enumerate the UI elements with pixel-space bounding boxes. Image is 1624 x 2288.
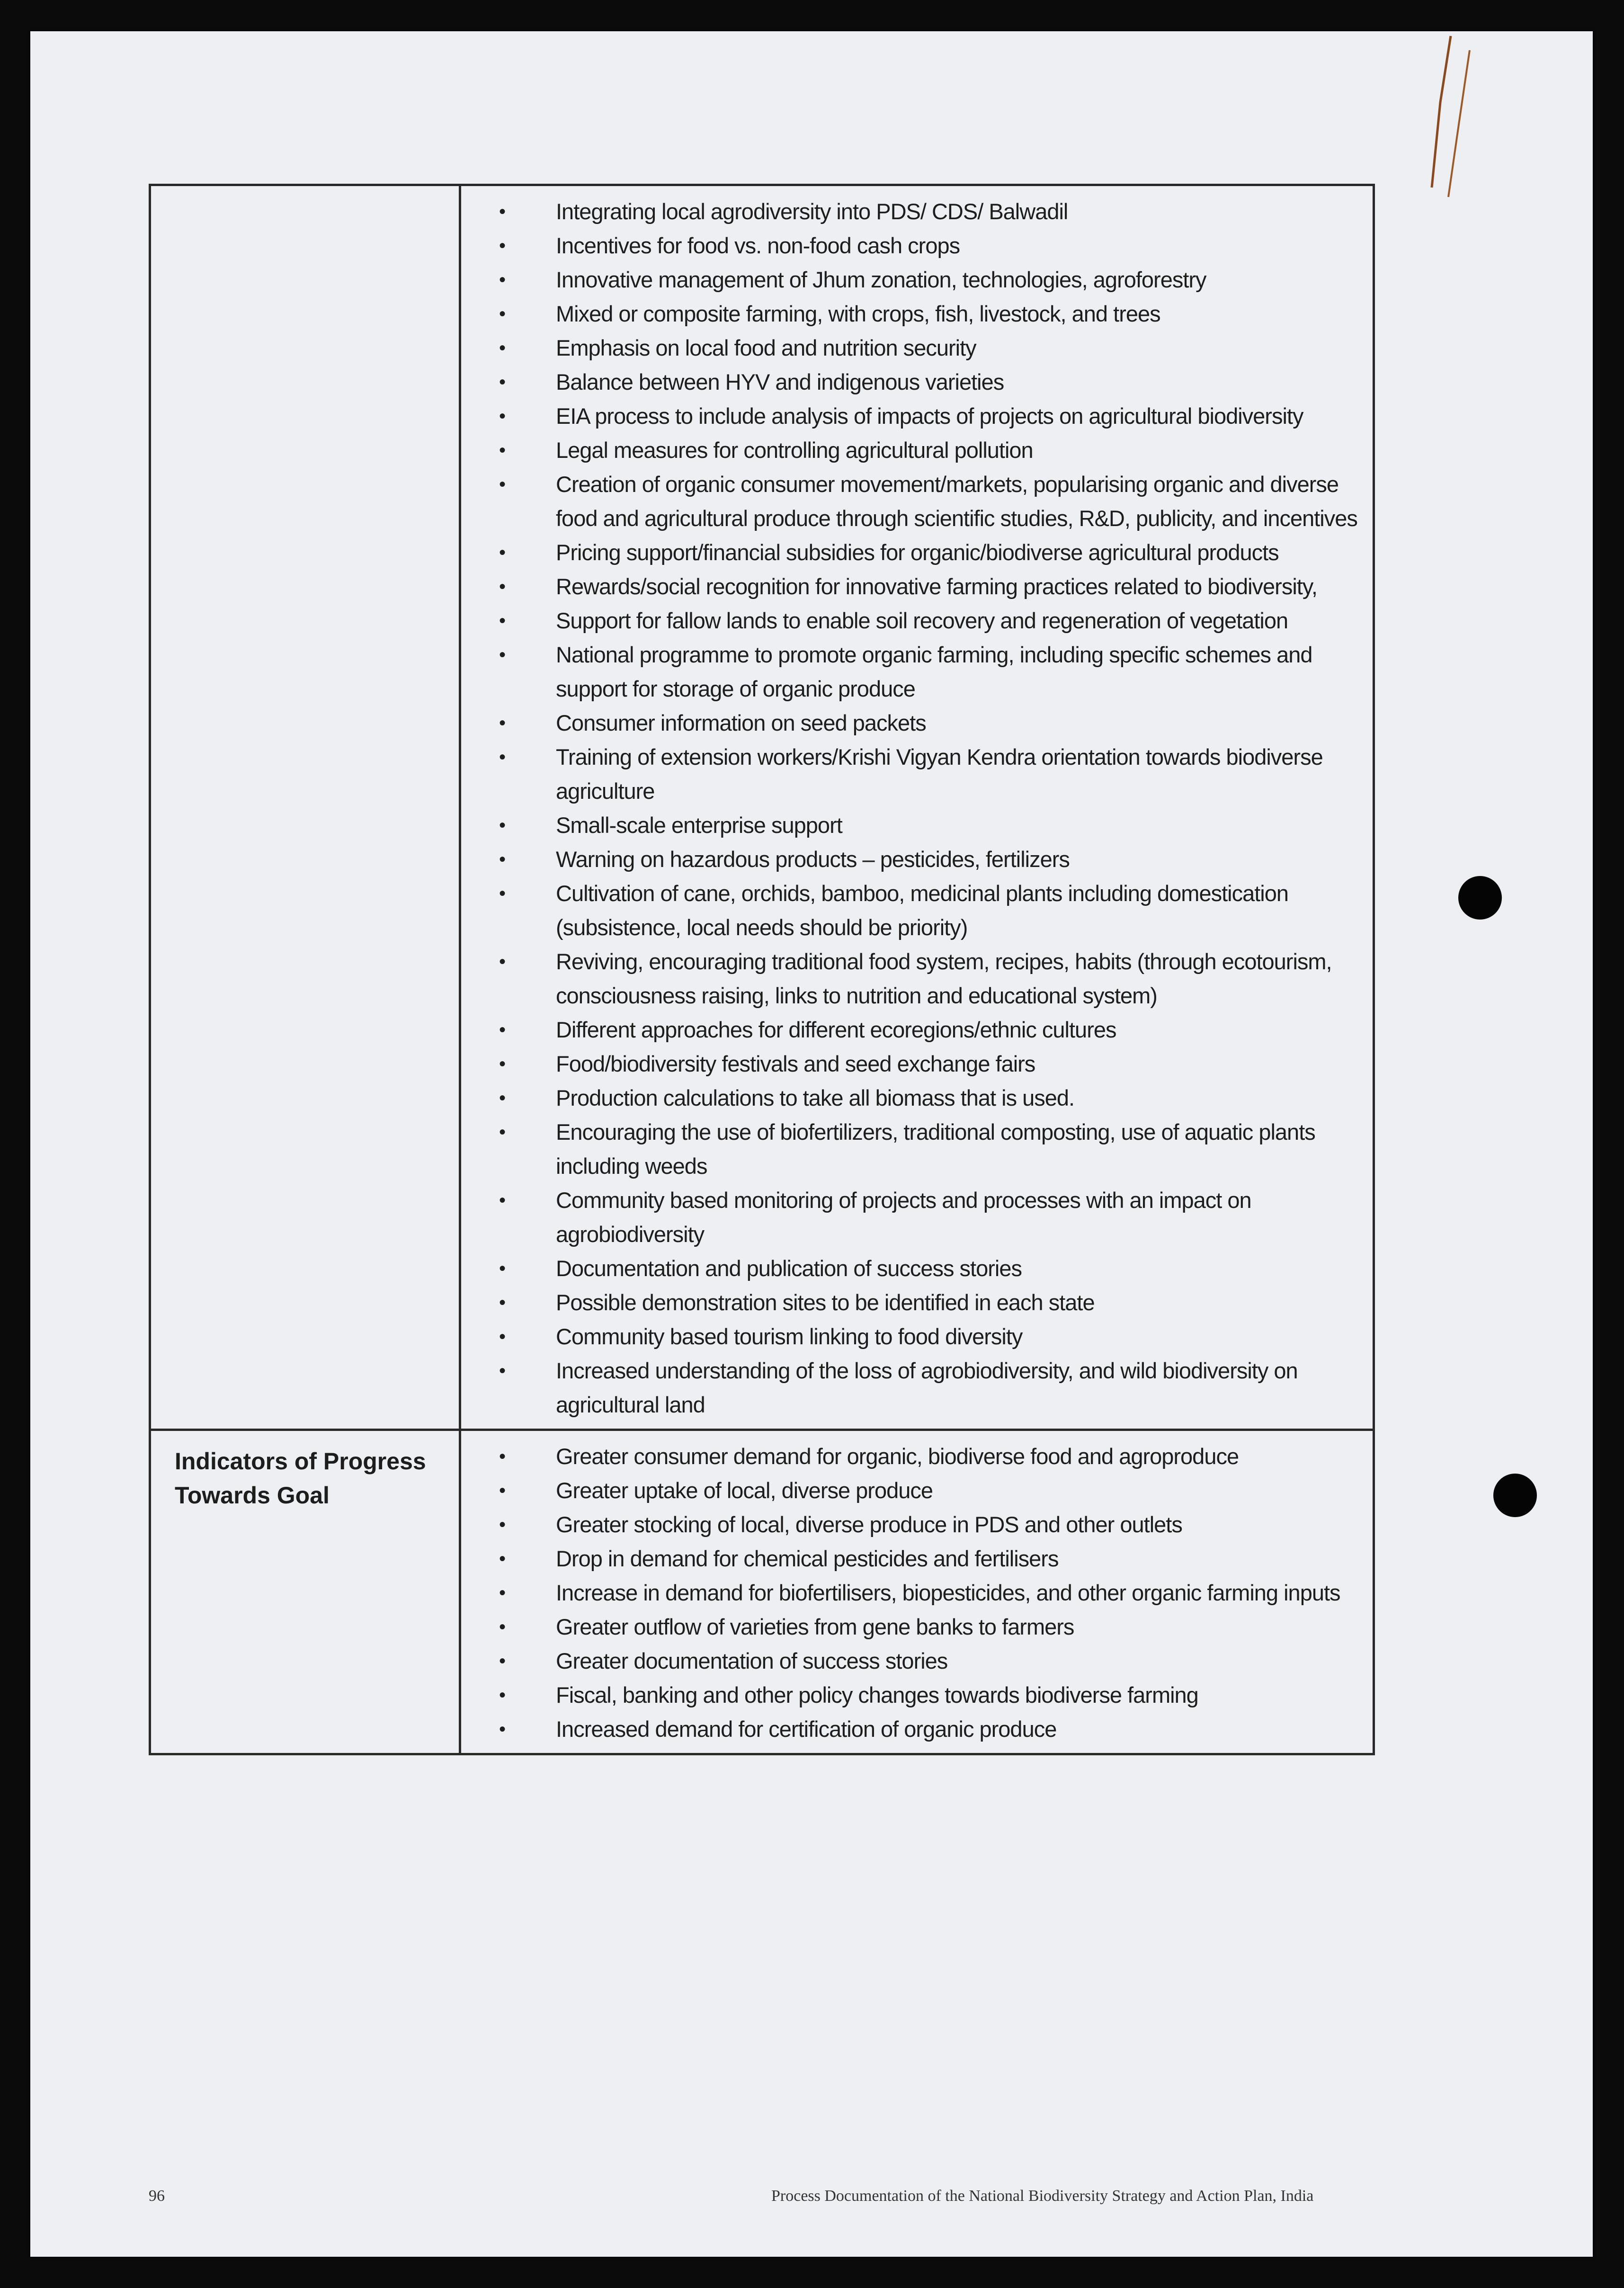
- list-item-text: Integrating local agrodiversity into PDS/ CDS/ Balwadil: [556, 199, 1068, 224]
- bullet-icon: •: [499, 1685, 506, 1706]
- list-item: [461, 297, 1368, 331]
- list-item: [461, 1320, 1368, 1354]
- list-item-text: Consumer information on seed packets: [556, 710, 926, 735]
- list-item: [461, 638, 1368, 706]
- bullet-icon: •: [499, 1480, 506, 1501]
- bullet-icon: •: [499, 474, 506, 495]
- list-item: [461, 570, 1368, 604]
- staple-rust-mark: [1403, 31, 1479, 202]
- table-row: [150, 185, 1374, 1430]
- bullet-icon: •: [499, 1190, 506, 1211]
- bullet-icon: •: [499, 1122, 506, 1143]
- list-item: [461, 1439, 1368, 1474]
- list-item-text: Emphasis on local food and nutrition security: [556, 335, 976, 360]
- list-item-text: Rewards/social recognition for innovative farming practices related to biodiversity,: [556, 574, 1317, 599]
- bullet-icon: •: [499, 1360, 506, 1381]
- strategy-table: [149, 184, 1375, 1755]
- list-item: [461, 1610, 1368, 1644]
- list-item-text: Pricing support/financial subsidies for organic/biodiverse agricultural products: [556, 540, 1279, 565]
- list-item-text: Legal measures for controlling agricultural pollution: [556, 438, 1033, 463]
- list-item-text: Different approaches for different ecoregions/ethnic cultures: [556, 1017, 1116, 1042]
- list-item: [461, 706, 1368, 740]
- list-item: [461, 1081, 1368, 1115]
- bullet-icon: •: [499, 610, 506, 631]
- list-item: [461, 1576, 1368, 1610]
- punch-hole: [1458, 876, 1502, 920]
- list-item-text: National programme to promote organic farming, including specific schemes and support for storage of organic produce: [556, 642, 1312, 701]
- list-item-text: Documentation and publication of success stories: [556, 1256, 1022, 1281]
- bullet-icon: •: [499, 440, 506, 461]
- indicators-list-cell: [460, 1430, 1374, 1754]
- bullet-icon: •: [499, 951, 506, 972]
- list-item: [461, 433, 1368, 467]
- list-item: [461, 1712, 1368, 1746]
- empty-label-cell: [150, 185, 460, 1430]
- list-item: [461, 1251, 1368, 1286]
- list-item-text: Increased demand for certification of organic produce: [556, 1716, 1057, 1742]
- list-item-text: Warning on hazardous products – pesticides, fertilizers: [556, 847, 1070, 872]
- list-item-text: Possible demonstration sites to be identified in each state: [556, 1290, 1095, 1315]
- list-item: [461, 1013, 1368, 1047]
- list-item-text: Incentives for food vs. non-food cash crops: [556, 233, 960, 258]
- strategy-list: [461, 195, 1368, 1422]
- list-item: [461, 1354, 1368, 1422]
- list-item: [461, 1115, 1368, 1183]
- list-item: [461, 1183, 1368, 1251]
- list-item-text: Greater consumer demand for organic, biodiverse food and agroproduce: [556, 1444, 1239, 1469]
- list-item: [461, 263, 1368, 297]
- bullet-icon: •: [499, 1514, 506, 1535]
- list-item-text: Community based tourism linking to food diversity: [556, 1324, 1023, 1349]
- punch-hole: [1493, 1474, 1537, 1517]
- list-item-text: Mixed or composite farming, with crops, fish, livestock, and trees: [556, 301, 1160, 326]
- bullet-icon: •: [499, 849, 506, 870]
- list-item-text: Fiscal, banking and other policy changes towards biodiverse farming: [556, 1682, 1198, 1707]
- list-item: [461, 365, 1368, 399]
- list-item: [461, 1678, 1368, 1712]
- document-page: [30, 31, 1593, 2257]
- list-item-text: Creation of organic consumer movement/markets, popularising organic and diverse food and agricultural produce through scientific studies, R&D, publicity, and incentives: [556, 472, 1357, 531]
- bullet-icon: •: [499, 815, 506, 836]
- list-item-text: Training of extension workers/Krishi Vigyan Kendra orientation towards biodiverse agriculture: [556, 744, 1323, 804]
- list-item-text: Small-scale enterprise support: [556, 813, 842, 838]
- list-item-text: Encouraging the use of biofertilizers, traditional composting, use of aquatic plants including weeds: [556, 1119, 1315, 1179]
- list-item-text: Cultivation of cane, orchids, bamboo, medicinal plants including domestication (subsistence, local needs should be priority): [556, 881, 1289, 940]
- bullet-icon: •: [499, 1582, 506, 1603]
- list-item: [461, 842, 1368, 876]
- bullet-icon: •: [499, 1548, 506, 1569]
- bullet-icon: •: [499, 1719, 506, 1740]
- list-item: [461, 1644, 1368, 1678]
- list-item-text: Production calculations to take all biomass that is used.: [556, 1085, 1075, 1110]
- table-row: [150, 1430, 1374, 1754]
- bullet-icon: •: [499, 1088, 506, 1108]
- indicators-list: [461, 1439, 1368, 1746]
- footer-document-title: Process Documentation of the National Biodiversity Strategy and Action Plan, India: [771, 2187, 1314, 2205]
- indicators-label: Indicators of Progress Towards Goal: [150, 1430, 460, 1754]
- bullet-icon: •: [499, 883, 506, 904]
- bullet-icon: •: [499, 747, 506, 768]
- list-item-text: Greater stocking of local, diverse produce in PDS and other outlets: [556, 1512, 1182, 1537]
- bullet-icon: •: [499, 269, 506, 290]
- list-item: [461, 1474, 1368, 1508]
- list-item: [461, 808, 1368, 842]
- list-item-text: Balance between HYV and indigenous varieties: [556, 369, 1004, 394]
- bullet-icon: •: [499, 338, 506, 358]
- bullet-icon: •: [499, 372, 506, 393]
- list-item-text: Innovative management of Jhum zonation, technologies, agroforestry: [556, 267, 1206, 292]
- list-item: [461, 740, 1368, 808]
- list-item-text: Increase in demand for biofertilisers, biopesticides, and other organic farming inputs: [556, 1580, 1340, 1605]
- list-item: [461, 1286, 1368, 1320]
- bullet-icon: •: [499, 406, 506, 427]
- bullet-icon: •: [499, 1258, 506, 1279]
- page-number: 96: [149, 2187, 165, 2205]
- list-item-text: Greater documentation of success stories: [556, 1648, 948, 1673]
- bullet-icon: •: [499, 201, 506, 222]
- list-item: [461, 399, 1368, 433]
- list-item-text: Support for fallow lands to enable soil recovery and regeneration of vegetation: [556, 608, 1288, 633]
- list-item-text: Greater outflow of varieties from gene banks to farmers: [556, 1614, 1074, 1639]
- strategy-list-cell: [460, 185, 1374, 1430]
- bullet-icon: •: [499, 1292, 506, 1313]
- list-item: [461, 195, 1368, 229]
- bullet-icon: •: [499, 1326, 506, 1347]
- bullet-icon: •: [499, 1651, 506, 1671]
- list-item: [461, 467, 1368, 536]
- list-item: [461, 876, 1368, 945]
- bullet-icon: •: [499, 644, 506, 665]
- list-item-text: Reviving, encouraging traditional food system, recipes, habits (through ecotourism, consciousness raising, links to nutrition and educational system): [556, 949, 1332, 1008]
- list-item: [461, 1542, 1368, 1576]
- bullet-icon: •: [499, 1054, 506, 1074]
- list-item: [461, 1508, 1368, 1542]
- list-item-text: Increased understanding of the loss of agrobiodiversity, and wild biodiversity on agricultural land: [556, 1358, 1298, 1417]
- bullet-icon: •: [499, 1617, 506, 1637]
- list-item-text: Community based monitoring of projects and processes with an impact on agrobiodiversity: [556, 1188, 1251, 1247]
- bullet-icon: •: [499, 235, 506, 256]
- bullet-icon: •: [499, 1446, 506, 1467]
- list-item: [461, 604, 1368, 638]
- list-item-text: Drop in demand for chemical pesticides and fertilisers: [556, 1546, 1059, 1571]
- bullet-icon: •: [499, 576, 506, 597]
- list-item-text: Food/biodiversity festivals and seed exchange fairs: [556, 1051, 1035, 1076]
- list-item: [461, 945, 1368, 1013]
- list-item: [461, 536, 1368, 570]
- bullet-icon: •: [499, 713, 506, 733]
- bullet-icon: •: [499, 542, 506, 563]
- list-item: [461, 331, 1368, 365]
- list-item-text: Greater uptake of local, diverse produce: [556, 1478, 933, 1503]
- bullet-icon: •: [499, 304, 506, 324]
- list-item-text: EIA process to include analysis of impacts of projects on agricultural biodiversity: [556, 403, 1303, 429]
- list-item: [461, 1047, 1368, 1081]
- list-item: [461, 229, 1368, 263]
- bullet-icon: •: [499, 1019, 506, 1040]
